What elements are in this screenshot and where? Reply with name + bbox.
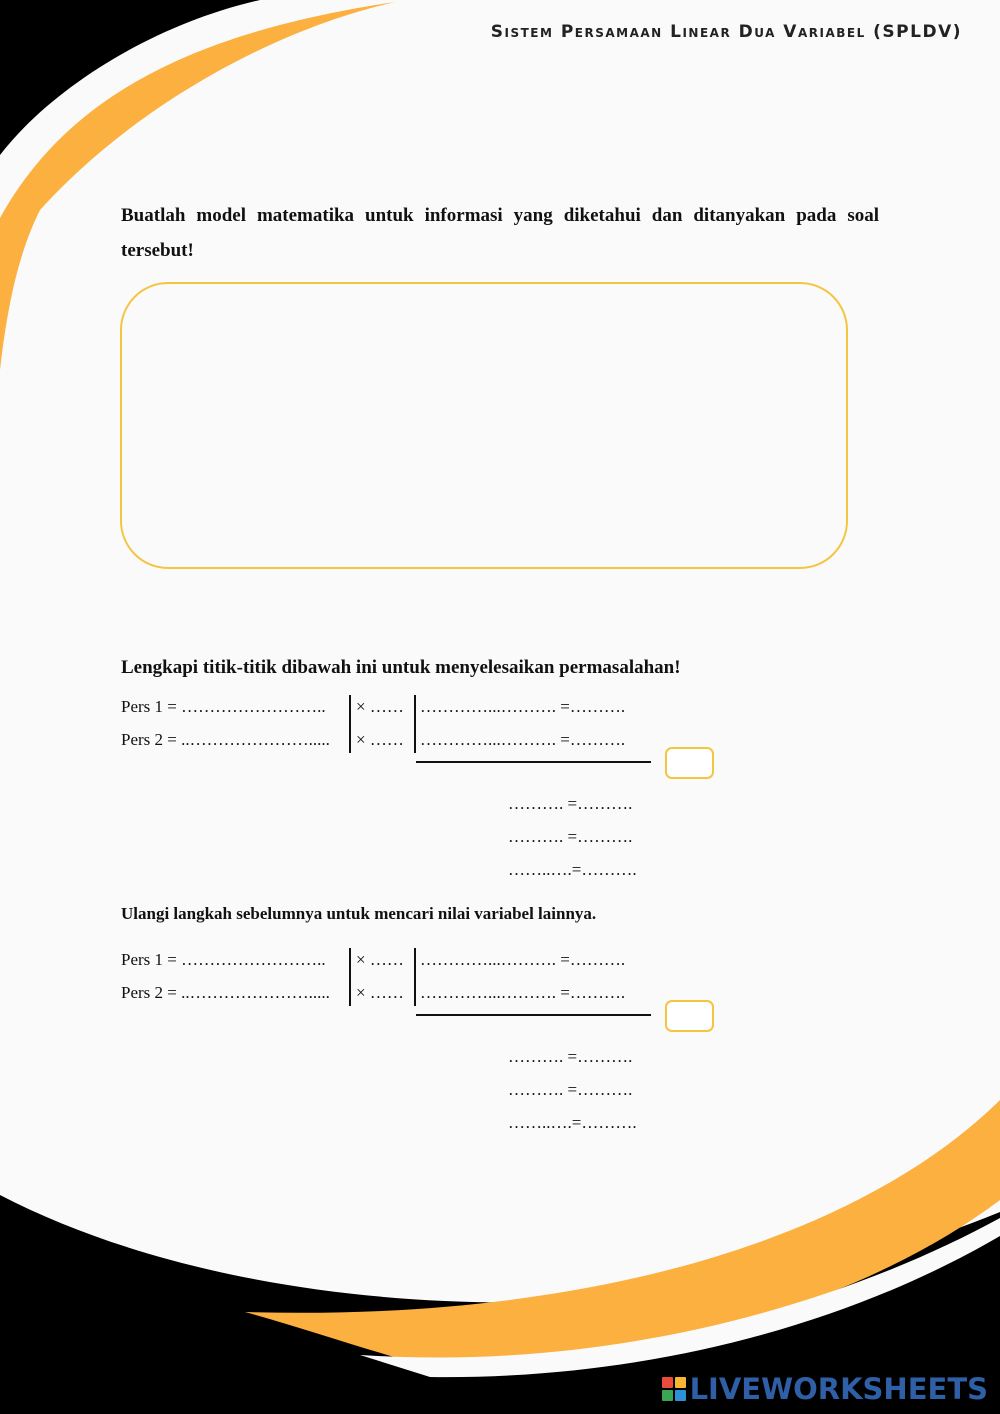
- section2-divider-left: [349, 948, 351, 1006]
- section2-pers1-label: Pers 1 = ……………………..: [121, 950, 326, 969]
- section1-step-1[interactable]: ………. =……….: [508, 794, 633, 813]
- section2-step-3[interactable]: ……..….=……….: [508, 1113, 637, 1132]
- logo-square-i: [675, 1377, 686, 1388]
- logo-square-l: [662, 1377, 673, 1388]
- section1-divider-right: [414, 695, 416, 753]
- section2-pers2-multiplier[interactable]: × ……: [356, 983, 404, 1002]
- section1-pers1-multiplier[interactable]: × ……: [356, 697, 404, 716]
- liveworksheets-logo: [662, 1372, 988, 1406]
- section1-pers1-result[interactable]: …………...………. =……….: [420, 697, 626, 716]
- section2-pers2-result[interactable]: …………...………. =……….: [420, 983, 626, 1002]
- section2-pers2-label: Pers 2 = ..………………….....: [121, 983, 330, 1002]
- logo-text: LIVEWORKSHEETS: [689, 1372, 988, 1406]
- section1-title: Lengkapi titik-titik dibawah ini untuk menyelesaikan permasalahan!: [121, 657, 681, 678]
- section1-divider-left: [349, 695, 351, 753]
- top-left-black-swoosh: [0, 0, 260, 155]
- instruction-text: Buatlah model matematika untuk informasi yang diketahui dan ditanyakan pada soal tersebut!: [121, 205, 879, 261]
- section2-divider-right: [414, 948, 416, 1006]
- logo-grid-icon: [662, 1377, 686, 1401]
- logo-square-v: [662, 1390, 673, 1401]
- section2-operator-box[interactable]: [665, 1000, 714, 1032]
- section2-pers1-multiplier[interactable]: × ……: [356, 950, 404, 969]
- section2-step-2[interactable]: ………. =……….: [508, 1080, 633, 1099]
- section1-pers2-label: Pers 2 = ..………………….....: [121, 730, 330, 749]
- section2-title: Ulangi langkah sebelumnya untuk mencari nilai variabel lainnya.: [121, 904, 597, 923]
- section1-pers1-label: Pers 1 = ……………………..: [121, 697, 326, 716]
- answer-textbox[interactable]: [120, 282, 848, 569]
- section1-step-3[interactable]: ……..….=……….: [508, 860, 637, 879]
- section2-pers1-result[interactable]: …………...………. =……….: [420, 950, 626, 969]
- section1-sum-line: [416, 761, 651, 763]
- logo-square-e: [675, 1390, 686, 1401]
- header-title: Sistem Persamaan Linear Dua Variabel (SPLDV): [490, 22, 962, 42]
- section1-pers2-multiplier[interactable]: × ……: [356, 730, 404, 749]
- section1-step-2[interactable]: ………. =……….: [508, 827, 633, 846]
- section2-sum-line: [416, 1014, 651, 1016]
- section1-pers2-result[interactable]: …………...………. =……….: [420, 730, 626, 749]
- section2-step-1[interactable]: ………. =……….: [508, 1047, 633, 1066]
- section1-operator-box[interactable]: [665, 747, 714, 779]
